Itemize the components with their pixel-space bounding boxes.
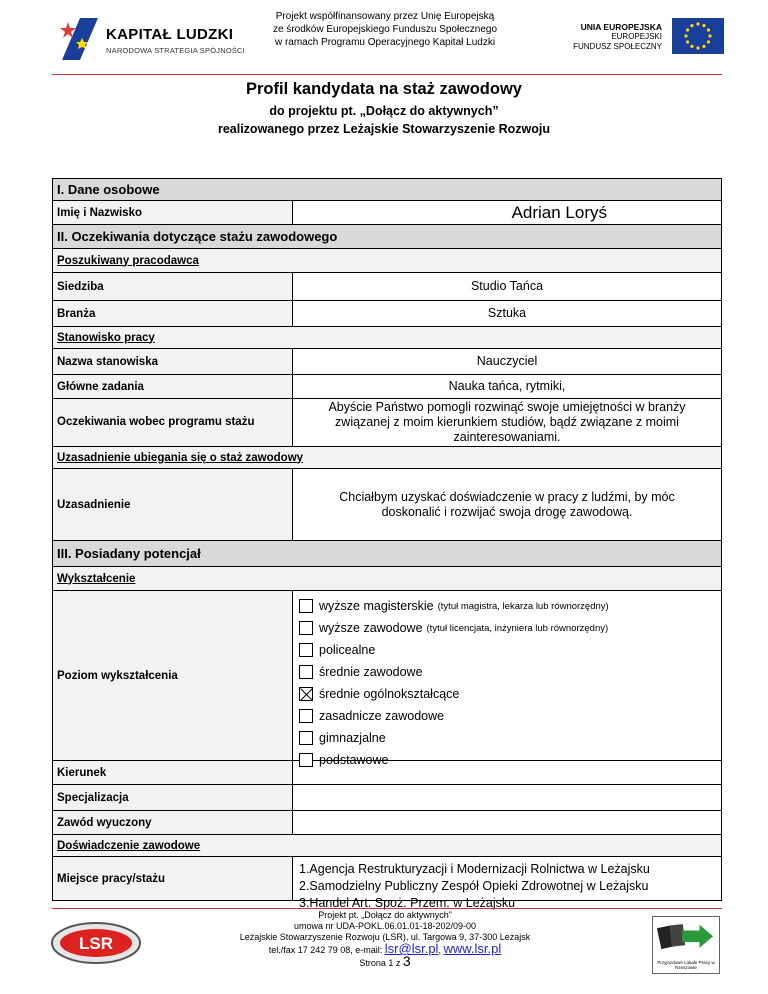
edu-option-basic-vocational[interactable] (299, 705, 609, 727)
checkbox[interactable] (299, 621, 313, 635)
name-value: Adrian Loryś (511, 203, 607, 222)
field-label: Imię i Nazwisko (53, 201, 293, 224)
field-value: Chciałbym uzyskać doświadczenie w pracy z ludźmi, by móc doskonalić i rozwijać swoja drogę zawodową. (339, 489, 675, 519)
field-value: Abyście Państwo pomogli rozwinąć swoje umiejętności w branży związanej z moim kierunkiem studiów, bądź związane z moimi zainteresowaniami. (328, 400, 686, 444)
kapital-ludzki-logo (58, 14, 248, 64)
subsection-header: Wykształcenie (57, 572, 136, 585)
row-justification (53, 469, 721, 541)
field-label: Zawód wyuczony (53, 811, 293, 834)
edu-option-vocational-secondary[interactable] (299, 661, 609, 683)
page-prefix: Strona (359, 958, 389, 968)
subsection-header: Doświadczenie zawodowe (57, 839, 201, 852)
eu-line-1: UNIA EUROPEJSKA (580, 22, 662, 32)
edu-option-lower-secondary[interactable] (299, 727, 609, 749)
cofinance-line-1: Projekt współfinansowany przez Unię Europejską (275, 11, 495, 22)
lsr-logo-text: LSR (79, 934, 113, 953)
footer-rule (52, 908, 722, 909)
cofinance-note (256, 10, 514, 49)
page-current: 1 (388, 958, 394, 968)
email-link[interactable]: lsr@lsr.pl (384, 941, 439, 956)
field-value: Nauka tańca, rytmiki, (448, 379, 566, 393)
eu-label (566, 22, 662, 52)
field-label: Nazwa stanowiska (53, 349, 293, 374)
prl-text: Przyjazdowe Lokale Pracy w Rzeszowie (657, 960, 715, 970)
footer-line-3: Leżajskie Stowarzyszenie Rozwoju (LSR), ul. Targowa 9, 37-300 Leżajsk (239, 932, 531, 942)
document-subtitle: do projektu pt. „Dołącz do aktywnych” (269, 104, 499, 118)
field-label: Poziom wykształcenia (53, 591, 293, 760)
edu-option-post-secondary[interactable] (299, 639, 609, 661)
checkbox[interactable] (299, 643, 313, 657)
row-position-name (53, 349, 721, 375)
workplace-list (299, 861, 650, 912)
checkbox-checked[interactable] (299, 687, 313, 701)
option-label: wyższe zawodowe (319, 621, 423, 635)
page-of: z (393, 958, 403, 968)
cofinance-line-2: ze środków Europejskiego Funduszu Społecznego (272, 24, 498, 35)
section-header: III. Posiadany potencjał (57, 546, 201, 561)
field-label: Oczekiwania wobec programu stażu (53, 399, 293, 446)
edu-option-bachelors[interactable] (299, 617, 609, 639)
row-name (53, 201, 721, 225)
logo-subtitle: NARODOWA STRATEGIA SPÓJNOŚCI (106, 46, 245, 55)
section-expectations (53, 225, 721, 249)
workplace-item: 1.Agencja Restrukturyzacji i Modernizacji Rolnictwa w Leżajsku (299, 862, 650, 876)
prl-logo (652, 916, 720, 974)
option-label: gimnazjalne (319, 731, 386, 745)
edu-option-masters[interactable] (299, 595, 609, 617)
checkbox[interactable] (299, 731, 313, 745)
eu-line-3: FUNDUSZ SPOŁECZNY (573, 42, 662, 51)
subsection-header: Stanowisko pracy (57, 331, 155, 344)
section-header: II. Oczekiwania dotyczące stażu zawodowego (57, 229, 338, 244)
section-header: I. Dane osobowe (57, 182, 160, 197)
website-link[interactable]: www.lsr.pl (443, 941, 502, 956)
page-number (180, 953, 590, 969)
sub-experience (53, 835, 721, 857)
subsection-header: Poszukiwany pracodawca (57, 254, 199, 267)
field-label: Główne zadania (53, 375, 293, 398)
option-label: policealne (319, 643, 376, 657)
field-label: Siedziba (53, 273, 293, 300)
field-value: Sztuka (487, 306, 527, 320)
field-label: Miejsce pracy/stażu (53, 857, 293, 900)
sub-justification (53, 447, 721, 469)
contact-separator: , (438, 945, 444, 955)
section-potential (53, 541, 721, 567)
footer-info (180, 910, 590, 969)
field-label: Branża (53, 301, 293, 326)
checkbox[interactable] (299, 709, 313, 723)
field-value: Studio Tańca (470, 279, 544, 293)
row-expectations (53, 399, 721, 447)
logo-title: KAPITAŁ LUDZKI (106, 26, 234, 43)
edu-option-general-secondary[interactable] (299, 683, 609, 705)
eu-flag-icon (672, 18, 724, 54)
row-direction (53, 761, 721, 785)
lsr-logo (50, 920, 142, 966)
option-label: podstawowe (319, 753, 389, 767)
option-label: średnie zawodowe (319, 665, 423, 679)
row-seat (53, 273, 721, 301)
footer-line-1: Projekt pt. „Dołącz do aktywnych” (318, 910, 452, 920)
row-workplace (53, 857, 721, 910)
field-value-empty[interactable] (293, 811, 721, 834)
option-note: (tytuł magistra, lekarza lub równorzędny) (437, 600, 609, 612)
document-organizer: realizowanego przez Leżajskie Stowarzyszenie Rozwoju (217, 122, 551, 136)
row-education-level (53, 591, 721, 767)
page-total: 3 (402, 953, 411, 969)
field-label: Specjalizacja (53, 785, 293, 810)
workplace-item: 3.Handel Art. Spoż. Przem. w Leżajsku (299, 896, 516, 910)
candidate-form (52, 178, 722, 910)
sub-employer (53, 249, 721, 273)
footer-line-2: umowa nr UDA-POKL.06.01.01-18-202/09-00 (293, 921, 477, 931)
subsection-header: Uzasadnienie ubiegania się o staż zawodowy (57, 451, 304, 464)
education-options (299, 595, 609, 771)
option-note: (tytuł licencjata, inżyniera lub równorzędny) (426, 622, 609, 634)
kapital-ludzki-emblem-icon (58, 14, 100, 64)
field-value: Nauczyciel (476, 354, 538, 368)
option-label: średnie ogólnokształcące (319, 687, 460, 701)
field-label: Uzasadnienie (53, 469, 293, 540)
checkbox[interactable] (299, 665, 313, 679)
cofinance-line-3: w ramach Programu Operacyjnego Kapitał Ludzki (274, 37, 496, 48)
field-value-empty[interactable] (293, 785, 721, 810)
field-label: Kierunek (53, 761, 293, 784)
workplace-item: 2.Samodzielny Publiczny Zespół Opieki Zdrowotnej w Leżajsku (299, 879, 649, 893)
field-value-empty[interactable] (293, 761, 721, 784)
document-title: Profil kandydata na staż zawodowy (246, 80, 522, 98)
eu-line-2: EUROPEJSKI (611, 32, 662, 41)
option-label: wyższe magisterskie (319, 599, 434, 613)
header-rule (52, 74, 722, 75)
row-industry (53, 301, 721, 327)
checkbox[interactable] (299, 599, 313, 613)
row-tasks (53, 375, 721, 399)
contact-prefix: tel./fax 17 242 79 08, e-mail: (268, 945, 385, 955)
section-personal-data (53, 179, 721, 201)
page-header (0, 0, 768, 80)
footer-contact (180, 943, 590, 956)
sub-education (53, 567, 721, 591)
sub-position (53, 327, 721, 349)
row-specialization (53, 785, 721, 811)
row-profession (53, 811, 721, 835)
option-label: zasadnicze zawodowe (319, 709, 445, 723)
